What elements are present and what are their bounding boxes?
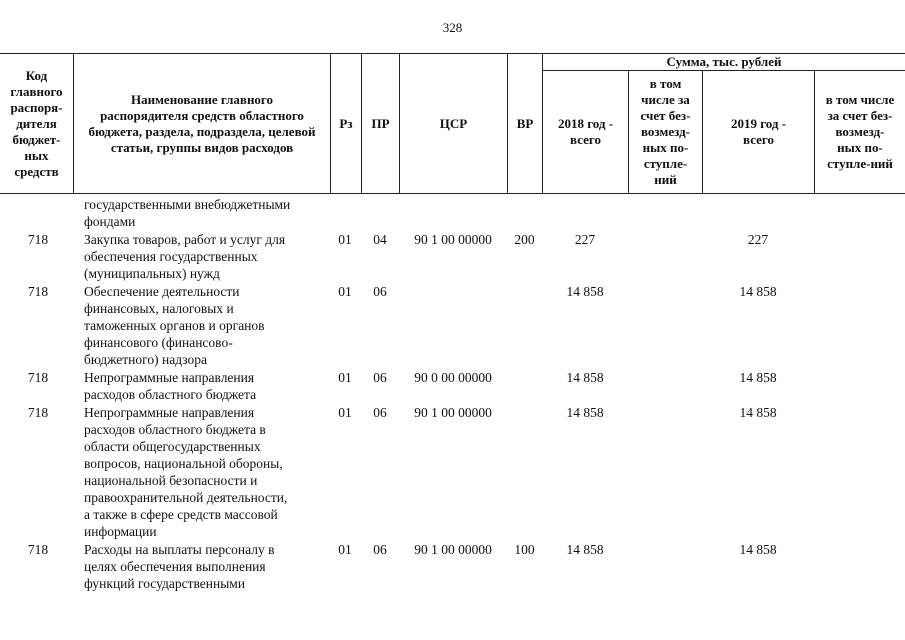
cell-vr: 200 — [514, 232, 535, 247]
cell-pr: 06 — [373, 284, 387, 299]
cell-2019-total: 14 858 — [739, 284, 777, 299]
cell-code: 718 — [27, 284, 49, 299]
cell-pr: 06 — [373, 405, 387, 420]
header-rz: Рз — [339, 115, 353, 131]
cell-code: 718 — [27, 232, 49, 247]
cell-csr: 90 1 00 00000 — [414, 542, 492, 557]
cell-name — [84, 231, 330, 282]
cell-name-line: информации — [84, 524, 157, 539]
table-row — [0, 404, 905, 540]
cell-2019-total: 14 858 — [739, 405, 777, 420]
cell-name-line: фондами — [84, 214, 136, 229]
cell-name-line: таможенных органов и органов — [84, 318, 265, 333]
cell-name-line: Закупка товаров, работ и услуг для — [84, 232, 286, 247]
table-row — [0, 231, 905, 282]
cell-name-line: обеспечения государственных — [84, 249, 258, 264]
header-2018-grants: в том числе за счет без-возмезд-ных по-ступле-ний — [640, 76, 691, 187]
page-number: 328 — [442, 20, 463, 35]
header-sum-group: Сумма, тыс. рублей — [666, 54, 782, 69]
header-vr: ВР — [516, 115, 534, 131]
cell-name-line: бюджетного) надзора — [84, 352, 207, 367]
cell-name-line: (муниципальных) нужд — [84, 266, 220, 281]
table-header — [0, 53, 905, 194]
header-2019-total: 2019 год - всего — [730, 116, 787, 147]
cell-name-line: а также в сфере средств массовой — [84, 507, 278, 522]
cell-vr: 100 — [514, 542, 535, 557]
cell-code: 718 — [27, 405, 49, 420]
table-row — [0, 196, 905, 230]
cell-name-line: Непрограммные направления — [84, 405, 255, 420]
cell-2019-total: 14 858 — [739, 542, 777, 557]
header-2019-grants: в том числе за счет без-возмезд-ных по-ступле-ний — [825, 92, 895, 171]
cell-rz: 01 — [338, 542, 352, 557]
header-pr: ПР — [371, 115, 390, 131]
cell-csr: 90 1 00 00000 — [414, 405, 492, 420]
cell-name-line: области общегосударственных — [84, 439, 261, 454]
cell-name-line: расходов областного бюджета — [84, 387, 257, 402]
cell-rz: 01 — [338, 405, 352, 420]
cell-name-line: национальной безопасности и — [84, 473, 258, 488]
header-csr: ЦСР — [439, 115, 468, 131]
cell-name-line: функций государственными — [84, 576, 246, 591]
header-code: Код главного распоря-дителя бюджет-ных средств — [10, 67, 63, 179]
cell-pr: 04 — [373, 232, 387, 247]
cell-2018-total: 14 858 — [566, 405, 604, 420]
cell-name-line: финансового (финансово- — [84, 335, 233, 350]
cell-2018-total: 14 858 — [566, 284, 604, 299]
header-2018-total: 2018 год - всего — [557, 116, 614, 147]
cell-name-line: государственными внебюджетными — [84, 197, 291, 212]
cell-2019-total: 14 858 — [739, 370, 777, 385]
cell-pr: 06 — [373, 370, 387, 385]
cell-csr: 90 0 00 00000 — [414, 370, 492, 385]
cell-name-line: правоохранительной деятельности, — [84, 490, 288, 505]
cell-rz: 01 — [338, 232, 352, 247]
cell-2018-total: 227 — [574, 232, 596, 247]
cell-rz: 01 — [338, 284, 352, 299]
cell-name-line: Расходы на выплаты персоналу в — [84, 542, 275, 557]
header-name: Наименование главного распорядителя средств областного бюджета, раздела, подраздела, целевой статьи, группы видов расходов — [88, 91, 316, 155]
cell-name-line: Обеспечение деятельности — [84, 284, 240, 299]
cell-name — [84, 541, 330, 592]
table-row — [0, 369, 905, 403]
cell-name-line: расходов областного бюджета в — [84, 422, 266, 437]
cell-name — [84, 196, 330, 230]
cell-2019-total: 227 — [747, 232, 769, 247]
cell-code: 718 — [27, 370, 49, 385]
cell-name-line: целях обеспечения выполнения — [84, 559, 266, 574]
cell-name — [84, 404, 330, 540]
table-row — [0, 541, 905, 592]
cell-csr: 90 1 00 00000 — [414, 232, 492, 247]
cell-name — [84, 369, 330, 403]
cell-pr: 06 — [373, 542, 387, 557]
cell-code: 718 — [27, 542, 49, 557]
cell-2018-total: 14 858 — [566, 370, 604, 385]
cell-name-line: Непрограммные направления — [84, 370, 255, 385]
cell-name-line: финансовых, налоговых и — [84, 301, 234, 316]
cell-name — [84, 283, 330, 368]
cell-rz: 01 — [338, 370, 352, 385]
cell-name-line: вопросов, национальной обороны, — [84, 456, 283, 471]
table-row — [0, 283, 905, 368]
cell-2018-total: 14 858 — [566, 542, 604, 557]
